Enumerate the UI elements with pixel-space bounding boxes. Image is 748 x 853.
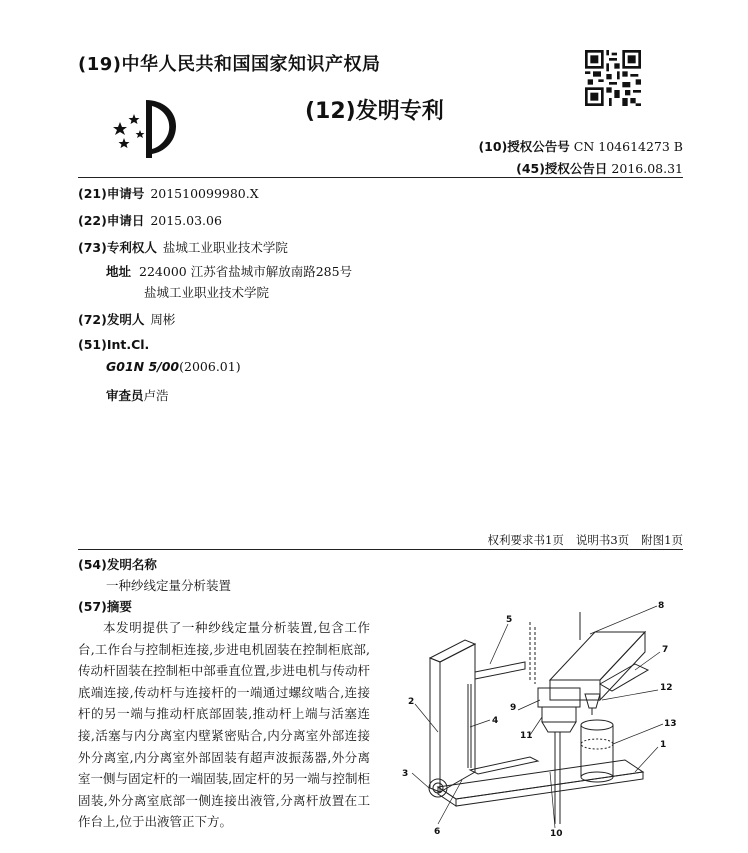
grant-date-value: 2016.08.31 [611,161,683,176]
patentee-label: (73)专利权人 [78,240,157,255]
grant-number-value: CN 104614273 B [573,139,683,154]
separation-chamber-drawing [538,688,580,707]
ipc-code: G01N 5/00 [106,359,180,374]
drawing-label: 1 [660,740,667,750]
document-type: (12)发明专利 [305,99,444,124]
application-date-value: 2015.03.06 [150,213,222,228]
page-counts [476,532,683,548]
ipc-classification [106,359,241,374]
examiner-label: 审查员 [106,388,144,403]
patentee-value: 盐城工业职业技术学院 [162,240,288,255]
drawing-label: 7 [662,645,669,655]
invention-title-label: (54)发明名称 [78,557,157,572]
application-number-row [78,184,259,202]
patent-office-emblem-icon [112,92,180,164]
grant-number-label: (10)授权公告号 [478,139,570,154]
separation-cup-drawing [581,720,613,782]
inventor-label: (72)发明人 [78,312,145,327]
inventor-value: 周彬 [150,312,176,327]
drawing-label: 11 [520,731,533,741]
header-divider [78,177,683,178]
grant-number-row [478,137,683,155]
worktable-drawing [438,760,643,806]
invention-title: 一种纱线定量分析装置 [106,578,232,593]
drawing-label: 13 [664,719,677,729]
int-cl-label: (51)Int.Cl. [78,337,150,352]
drawing-pages: 附图1页 [641,533,683,547]
claims-pages: 权利要求书1页 [487,533,564,547]
drawing-label: 4 [492,716,499,726]
examiner-value: 卢浩 [143,388,169,403]
drawing-label: 9 [510,703,517,713]
patentee-row [78,238,288,256]
representative-drawing [390,592,690,850]
address-label: 地址 [106,264,132,279]
ipc-version: (2006.01) [179,359,241,374]
application-number-label: (21)申请号 [78,186,145,201]
drawing-label: 12 [660,683,673,693]
abstract-divider [78,549,683,550]
drawing-label: 3 [402,769,409,779]
upper-housing-drawing [530,612,645,700]
address-line-2: 盐城工业职业技术学院 [144,285,270,300]
inventor-row [78,310,175,328]
application-date-row [78,211,222,229]
description-pages: 说明书3页 [575,533,630,547]
drawing-label: 5 [506,615,513,625]
patent-office-title: (19)中华人民共和国国家知识产权局 [78,54,381,75]
qr-code-icon [585,50,641,106]
drawing-label: 8 [658,601,665,611]
application-number-value: 201510099980.X [150,186,259,201]
grant-date-row [516,159,683,177]
application-date-label: (22)申请日 [78,213,145,228]
drawing-label: 10 [550,829,563,839]
grant-date-label: (45)授权公告日 [516,161,608,176]
outlet-pipe-drawing [585,694,600,708]
abstract-label: (57)摘要 [78,599,132,614]
drawing-label: 6 [434,827,441,837]
drawing-label: 2 [408,697,415,707]
address-row [106,262,352,280]
examiner-row [106,386,169,404]
address-line-1: 224000 江苏省盐城市解放南路285号 [139,264,353,279]
int-cl-row [78,337,149,352]
abstract-text: 本发明提供了一种纱线定量分析装置,包含工作台,工作台与控制柜连接,步进电机固装在控制柜底部,传动杆固装在控制柜中部垂直位置,步进电机与传动杆底端连接,传动杆与连接杆的一端通过螺纹啮合,连接杆的另一端与推动杆底部固装,推动杆上端与活塞连接,活塞与内分离室内壁紧密贴合,内分离室外部连接外分离室,内分离室外部固装有超声波振荡器,外分离室一侧与固定杆的一端固装,固定杆的另一端与控制柜固装,外分离室底部一侧连接出液管,分离杆放置在工作台上,位于出液管正下方。 [78,620,370,830]
